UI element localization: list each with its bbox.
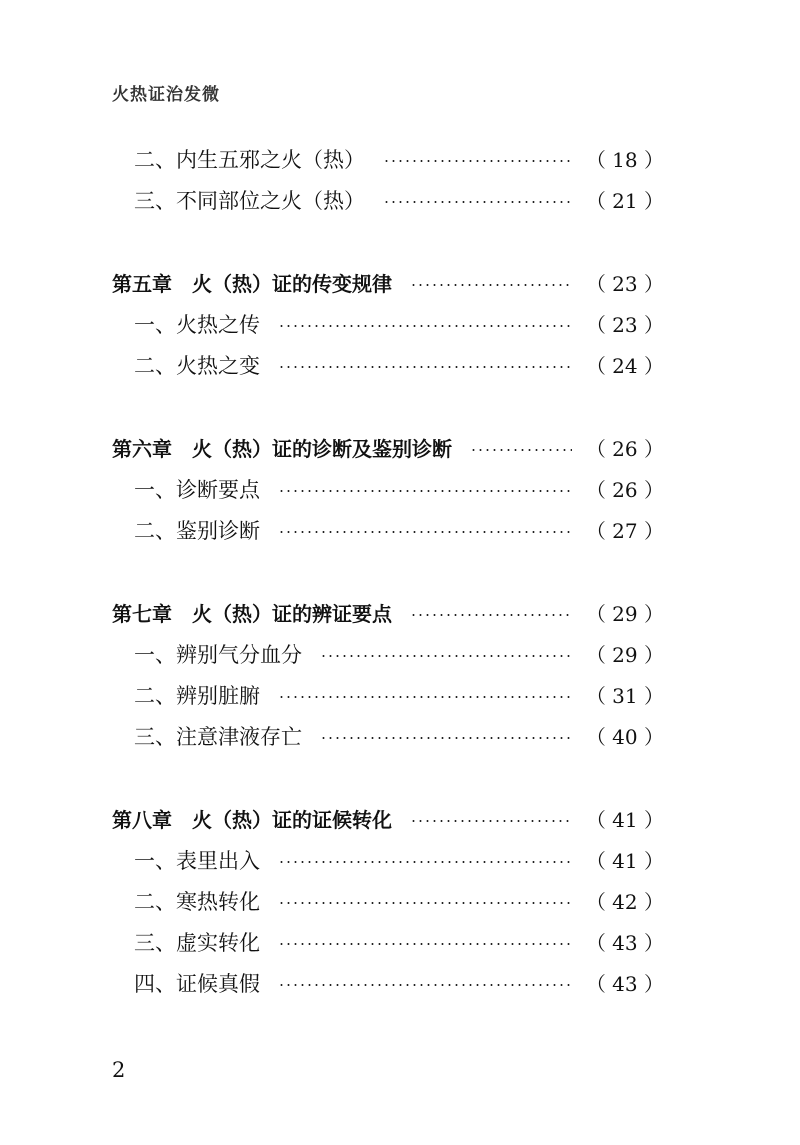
dot-leader [278, 902, 572, 904]
section-gap [112, 756, 664, 798]
section-gap [112, 385, 664, 427]
dot-leader [410, 820, 572, 822]
toc-entry-page: （ 41 ） [585, 849, 664, 873]
dot-leader [470, 449, 572, 451]
toc-entry[interactable] [112, 921, 664, 962]
toc-entry[interactable] [112, 839, 664, 880]
running-head: 火热证治发微 [112, 85, 220, 105]
toc-entry-page: （ 27 ） [585, 519, 664, 543]
toc-entry[interactable] [112, 138, 664, 179]
toc-entry[interactable] [112, 633, 664, 674]
toc-chapter[interactable] [112, 798, 664, 839]
toc-entry-page: （ 43 ） [585, 972, 664, 996]
toc-chapter-title: 第六章 火（热）证的诊断及鉴别诊断 [112, 437, 452, 461]
toc-chapter-title: 第七章 火（热）证的辨证要点 [112, 602, 392, 626]
dot-leader [278, 984, 572, 986]
dot-leader [320, 655, 572, 657]
toc-entry-page: （ 42 ） [585, 890, 664, 914]
toc-entry-title: 三、虚实转化 [134, 930, 260, 955]
toc-chapter-page: （ 41 ） [585, 808, 664, 832]
toc-entry-title: 二、寒热转化 [134, 889, 260, 914]
toc-chapter-page: （ 23 ） [585, 272, 664, 296]
toc-chapter-title: 第五章 火（热）证的传变规律 [112, 272, 392, 296]
dot-leader [278, 943, 572, 945]
toc-entry-page: （ 29 ） [585, 643, 664, 667]
dot-leader [320, 737, 572, 739]
toc-entry-title: 一、表里出入 [134, 848, 260, 873]
dot-leader [278, 696, 572, 698]
toc-entry-page: （ 31 ） [585, 684, 664, 708]
toc-entry[interactable] [112, 344, 664, 385]
toc-entry-title: 一、火热之传 [134, 312, 260, 337]
toc-entry-page: （ 24 ） [585, 354, 664, 378]
page-number: 2 [112, 1058, 126, 1082]
toc-entry[interactable] [112, 674, 664, 715]
dot-leader [383, 160, 572, 162]
toc-chapter[interactable] [112, 262, 664, 303]
toc-entry-page: （ 23 ） [585, 313, 664, 337]
dot-leader [278, 325, 572, 327]
section-gap [112, 550, 664, 592]
toc-entry[interactable] [112, 179, 664, 220]
table-of-contents [112, 138, 664, 1003]
toc-chapter-title: 第八章 火（热）证的证候转化 [112, 808, 392, 832]
dot-leader [278, 531, 572, 533]
dot-leader [383, 201, 572, 203]
toc-entry[interactable] [112, 303, 664, 344]
toc-chapter-page: （ 26 ） [585, 437, 664, 461]
toc-entry-title: 一、辨别气分血分 [134, 642, 302, 667]
toc-entry-page: （ 18 ） [585, 148, 664, 172]
toc-entry-title: 二、鉴别诊断 [134, 518, 260, 543]
toc-entry-title: 二、内生五邪之火（热） [134, 147, 365, 172]
toc-entry[interactable] [112, 715, 664, 756]
toc-entry[interactable] [112, 880, 664, 921]
toc-entry-title: 二、辨别脏腑 [134, 683, 260, 708]
toc-entry-page: （ 26 ） [585, 478, 664, 502]
toc-entry-title: 一、诊断要点 [134, 477, 260, 502]
toc-entry[interactable] [112, 468, 664, 509]
toc-entry-page: （ 21 ） [585, 189, 664, 213]
toc-entry-page: （ 40 ） [585, 725, 664, 749]
toc-entry[interactable] [112, 509, 664, 550]
toc-entry-page: （ 43 ） [585, 931, 664, 955]
toc-entry-title: 三、注意津液存亡 [134, 724, 302, 749]
section-gap [112, 220, 664, 262]
dot-leader [410, 284, 572, 286]
dot-leader [278, 490, 572, 492]
dot-leader [410, 614, 572, 616]
dot-leader [278, 366, 572, 368]
toc-entry-title: 四、证候真假 [134, 971, 260, 996]
toc-entry-title: 二、火热之变 [134, 353, 260, 378]
dot-leader [278, 861, 572, 863]
toc-chapter[interactable] [112, 592, 664, 633]
toc-entry-title: 三、不同部位之火（热） [134, 188, 365, 213]
toc-entry[interactable] [112, 962, 664, 1003]
toc-chapter[interactable] [112, 427, 664, 468]
toc-chapter-page: （ 29 ） [585, 602, 664, 626]
